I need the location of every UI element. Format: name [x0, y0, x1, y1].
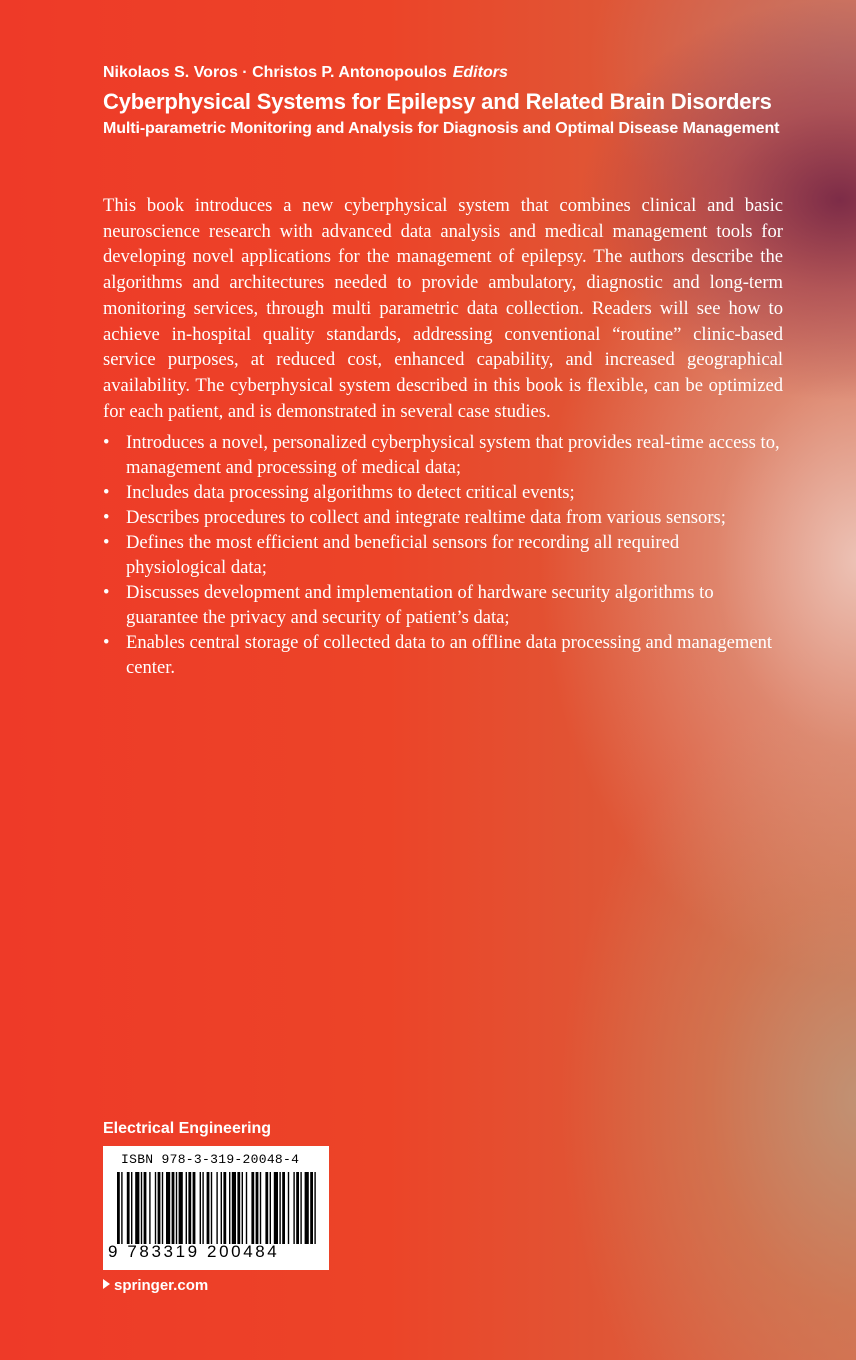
- barcode-bar: [232, 1172, 236, 1244]
- barcode-bar: [314, 1172, 315, 1244]
- website-link[interactable]: [103, 1276, 208, 1296]
- feature-item: [103, 580, 783, 630]
- barcode-bar: [144, 1172, 147, 1244]
- barcode-bar: [186, 1172, 187, 1244]
- feature-text: Discusses development and implementation of hardware security algorithms to guarantee the privacy and security of patient’s data;: [126, 582, 714, 628]
- barcode-bar: [149, 1172, 150, 1244]
- feature-item: [103, 480, 783, 505]
- isbn-barcode: [103, 1146, 329, 1270]
- barcode-bar: [251, 1172, 254, 1244]
- barcode-bar: [155, 1172, 156, 1244]
- barcode-bar: [211, 1172, 212, 1244]
- editors-role: Editors: [452, 64, 508, 81]
- book-description: This book introduces a new cyberphysical system that combines clinical and basic neuroscience research with advanced data analysis and medical management tools for developing novel applications for the management of epilepsy. The authors describe the algorithms and architectures needed to provide ambulatory, diagnostic and long-term monitoring services, through multi parametric data collection. Readers will see how to achieve in-hospital quality standards, addressing conventional “routine” clinic-based service purposes, at reduced cost, enhanced capability, and increased geographical availability. The cyberphysical system described in this book is flexible, can be optimized for each patient, and is demonstrated in several case studies.: [103, 195, 783, 422]
- barcode-bar: [135, 1172, 139, 1244]
- editors-names: Nikolaos S. Voros · Christos P. Antonopoulos: [103, 64, 447, 81]
- feature-item: [103, 430, 783, 480]
- subject-category: Electrical Engineering: [103, 1120, 272, 1137]
- bullet-icon: •: [103, 632, 110, 653]
- feature-item: [103, 530, 783, 580]
- barcode-bar: [223, 1172, 226, 1244]
- barcode-bar: [127, 1172, 130, 1244]
- feature-text: Enables central storage of collected data to an offline data processing and management center.: [126, 632, 773, 678]
- website-text: springer.com: [114, 1277, 209, 1294]
- barcode-bar: [221, 1172, 222, 1244]
- barcode-bar: [172, 1172, 175, 1244]
- barcode-bar: [166, 1172, 170, 1244]
- editors-line: [103, 62, 823, 84]
- barcode-bar: [179, 1172, 183, 1244]
- barcode-bar: [121, 1172, 122, 1244]
- barcode-bar: [296, 1172, 299, 1244]
- barcode-bar: [270, 1172, 271, 1244]
- barcode-bar: [310, 1172, 313, 1244]
- barcode-bar: [162, 1172, 163, 1244]
- feature-item: [103, 630, 783, 680]
- barcode-bar: [305, 1172, 309, 1244]
- bullet-icon: •: [103, 582, 110, 603]
- barcode-bar: [300, 1172, 301, 1244]
- barcode-bars: [117, 1172, 317, 1244]
- subject-area: [103, 1118, 271, 1140]
- barcode-bar: [237, 1172, 240, 1244]
- feature-text: Introduces a novel, personalized cyberphysical system that provides real-time access to, management and processing of medical data;: [126, 432, 780, 478]
- barcode-bar: [202, 1172, 203, 1244]
- feature-text: Describes procedures to collect and integrate realtime data from various sensors;: [126, 507, 726, 528]
- barcode-bar: [188, 1172, 191, 1244]
- bullet-icon: •: [103, 432, 110, 453]
- bullet-icon: •: [103, 482, 110, 503]
- barcode-bar: [200, 1172, 201, 1244]
- book-title: Cyberphysical Systems for Epilepsy and Related Brain Disorders: [103, 89, 772, 114]
- barcode-bar: [207, 1172, 210, 1244]
- barcode-bar: [176, 1172, 177, 1244]
- feature-item: [103, 505, 783, 530]
- barcode-bar: [216, 1172, 217, 1244]
- book-subtitle: Multi-parametric Monitoring and Analysis for Diagnosis and Optimal Disease Management: [103, 120, 780, 137]
- barcode-bar: [158, 1172, 161, 1244]
- barcode-bar: [246, 1172, 247, 1244]
- cover-header: [103, 62, 823, 140]
- isbn-number: ISBN 978-3-319-20048-4: [121, 1152, 300, 1167]
- feature-text: Includes data processing algorithms to detect critical events;: [126, 482, 575, 503]
- barcode-bar: [279, 1172, 280, 1244]
- barcode-digits: 9 783319 200484: [108, 1242, 280, 1261]
- feature-text: Defines the most efficient and beneficial sensors for recording all required physiological data;: [126, 532, 680, 578]
- barcode-bar: [256, 1172, 259, 1244]
- bullet-icon: •: [103, 532, 110, 553]
- barcode-bar: [141, 1172, 142, 1244]
- barcode-bar: [131, 1172, 132, 1244]
- barcode-bar: [193, 1172, 196, 1244]
- barcode-bar: [293, 1172, 294, 1244]
- barcode-bar: [242, 1172, 243, 1244]
- barcode-bar: [282, 1172, 285, 1244]
- barcode-bar: [117, 1172, 120, 1244]
- bullet-icon: •: [103, 507, 110, 528]
- barcode-bar: [260, 1172, 261, 1244]
- barcode-bar: [265, 1172, 268, 1244]
- barcode-bar: [229, 1172, 230, 1244]
- feature-list: [103, 430, 783, 680]
- barcode-bar: [288, 1172, 289, 1244]
- arrow-right-icon: [103, 1279, 110, 1289]
- barcode-bar: [274, 1172, 278, 1244]
